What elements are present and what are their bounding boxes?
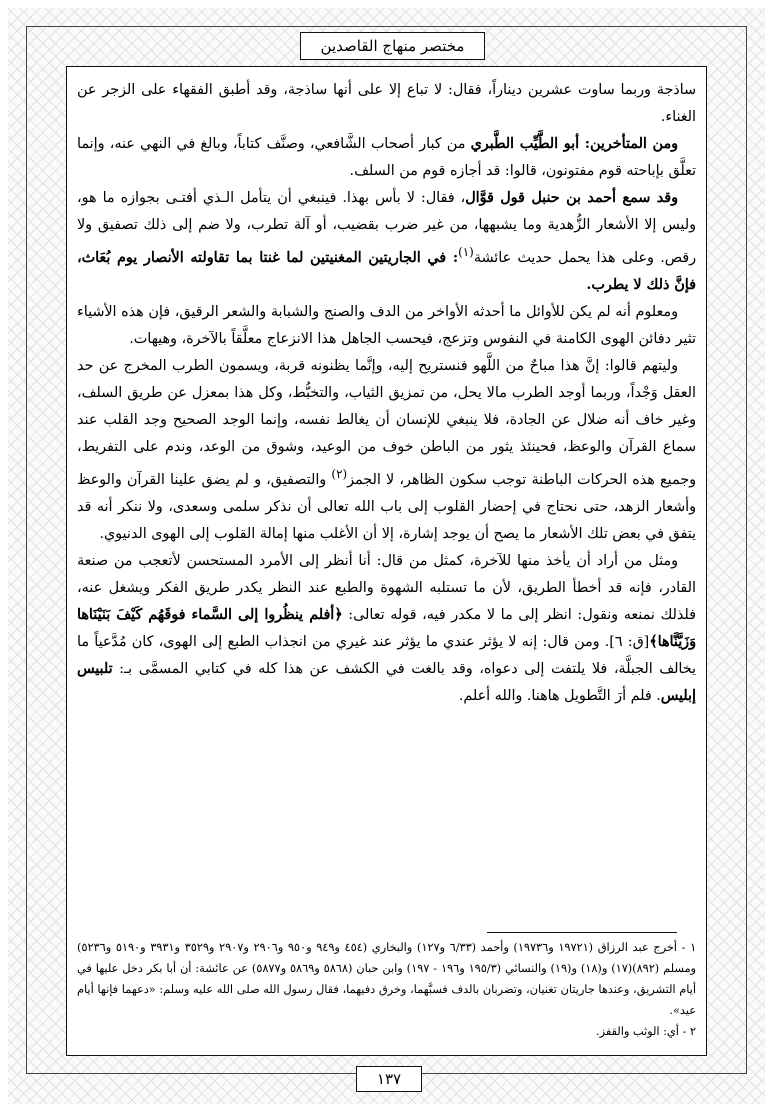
footnote-ref-2[interactable]: (٢)	[331, 466, 348, 481]
paragraph-4: ومعلوم أنه لم يكن للأوائل ما أحدثه الأواخر من الدف والصنج والشبابة والشعر الرقيق، فإن هذه الأشياء تثير دفائن الهوى الكامنة في النفوس وتزعج، فيحسب الجاهل هذا الانزعاج معلَّقاً بالآخرة، وهيهات.	[77, 303, 696, 347]
footnote-divider	[487, 932, 677, 933]
paragraph-6: ومثل من أراد أن يأخذ منها للآخرة، كمثل من قال: أنا أنظر إلى الأمرد المستحسن لأتعجب من صنعة القادر، فإنه قد أخطأ الطريق، لأن ما تستلبه الشهوة والطبع عند النظر يكدر طريق الفكر ويشغل عنه، فلذلك نمنعه ونقول: انظر إلى ما لا مكدر فيه، قوله تعالى: ﴿أفلم ينظُروا إلى السَّماء فوقَهُم كَيْفَ بَنَيْنَاها وَزَيَّنَّاها﴾[ق: ٦]. ومن قال: إنه لا يؤثر عندي ما يؤثر عند غيري من انجذاب الطبع إلى الهوى، كان مُدَّعياً ما يخالف الجبلَّة، فلا يلتفت إلى دعواه، وقد بالغت في الكشف عن هذا كله في كتابي المسمَّى بـ: تلبيس إبليس. فلم أرَ التَّطويل هاهنا. والله أعلم.	[77, 552, 696, 704]
hadith-quote: : في الجاريتين المغنيتين لما غنتا بما تقاولته الأنصار يوم بُعَاث، فإنَّ ذلك لا يطرب.	[77, 249, 696, 293]
book-title: مختصر منهاج القاصدين	[320, 37, 465, 55]
footnote-2: ٢ - أي: الوثب والقفز.	[596, 1025, 696, 1038]
book-reference: تلبيس إبليس	[77, 660, 696, 704]
main-text	[77, 77, 696, 710]
footnote-1: ١ - أخرج عبد الرزاق (١٩٧٢١ و١٩٧٣٦) وأحمد (٦/٣٣ و١٢٧) والبخاري (٤٥٤ و٩٤٩ و٩٥٠ و٢٩٠٦ و٢٩٠٧ و٣٥٢٩ و٣٩٣١ و٥١٩٠ و٥٢٣٦) ومسلم (٨٩٢)(١٧) و(١٨) و(١٩) والنسائي (١٩٥/٣ و١٩٦ - ١٩٧) وابن حبان (٥٨٦٨ و٥٨٦٩ و٥٨٧٧) عن عائشة: أن أبا بكر دخل عليها في أيام التشريق، وعندها جاريتان تغنيان، وتضربان بالدف فسبَّهما، وخرق دفيهما، فقال رسول الله صلى الله عليه وسلم: «دعهما فإنها أيام عيد».	[77, 941, 697, 1017]
page-number	[356, 1066, 422, 1092]
paragraph-2: ومن المتأخرين: أبو الطَّيِّب الطَّبري من كبار أصحاب الشَّافعي، وصنَّف كتاباً، وبالغ في النهي عنه، وإنما تعلَّق بإباحته قوم مفتونون، قالوا: قد أجازه قوم من السلف.	[77, 136, 696, 179]
paragraph-5: وليتهم قالوا: إنَّ هذا مباحٌ من اللَّهو فنستريح إليه، وإنَّما يظنونه قربة، ويسمون الطرب المخرج عن حد العقل وَجْداً، وربما أوجد الطرب مالا يحل، من تمزيق الثياب، والتخبُّط، وكل هذا بمعزل عن طريق السلف، وغير خاف أنه ضلال عن الجادة، فلا ينبغي للإنسان أن يغالط نفسه، وإنما الوجد الصحيح وجد القلب عند سماع القرآن والوعظ، فحينئذ يثور من الباطن خوف من الوعيد، وشوق من الوعد، وندم على التفريط، وجميع هذه الحركات الباطنة توجب سكون الظاهر، لا الجمز$^{(٢)}$ والتصفيق، و لم يضق علينا القرآن والوعظ وأشعار الزهد، حتى نحتاج في إحضار القلوب إلى باب الله تعالى أن نذكر سلمى وسعدى، ولا ننكر أنه قد يتفق في بعض تلك الأشعار ما يصح أن يوجد إشارة، إلا أن الأغلب منها إمالة القلوب إلى الهوى الدنيوي.	[77, 357, 696, 542]
quran-verse: ﴿أفلم ينظُروا إلى السَّماء فوقَهُم كَيْفَ بَنَيْنَاها وَزَيَّنَّاها﴾	[77, 606, 696, 650]
scholar-name: أبو الطَّيِّب الطَّبري	[470, 136, 580, 152]
paragraph-1: ساذجة وربما ساوت عشرين ديناراً، فقال: لا تباع إلا على أنها ساذجة، وقد أطبق الفقهاء على الزجر عن الغناء.	[77, 82, 696, 125]
running-header	[300, 32, 485, 60]
paragraph-3: وقد سمع أحمد بن حنبل قول قوَّال، فقال: لا بأس بهذا. فينبغي أن يتأمل الـذي أفتـى بجوازه ما هو، وليس إلا الأشعار الزُّهدية وما يشبهها، من غير ضرب بقضيب، أو آلة تطرب، ولا ضم إلى ذلك تصفيق ولا رقص. وعلى هذا يحمل حديث عائشة$^{(١)}$: في الجاريتين المغنيتين لما غنتا بما تقاولته الأنصار يوم بُعَاث، فإنَّ ذلك لا يطرب.	[77, 190, 696, 293]
page-content-box	[66, 66, 707, 1056]
footnotes	[77, 937, 696, 1042]
page-number-text: ١٣٧	[376, 1070, 402, 1088]
footnote-ref-1[interactable]: (١)	[458, 245, 474, 259]
